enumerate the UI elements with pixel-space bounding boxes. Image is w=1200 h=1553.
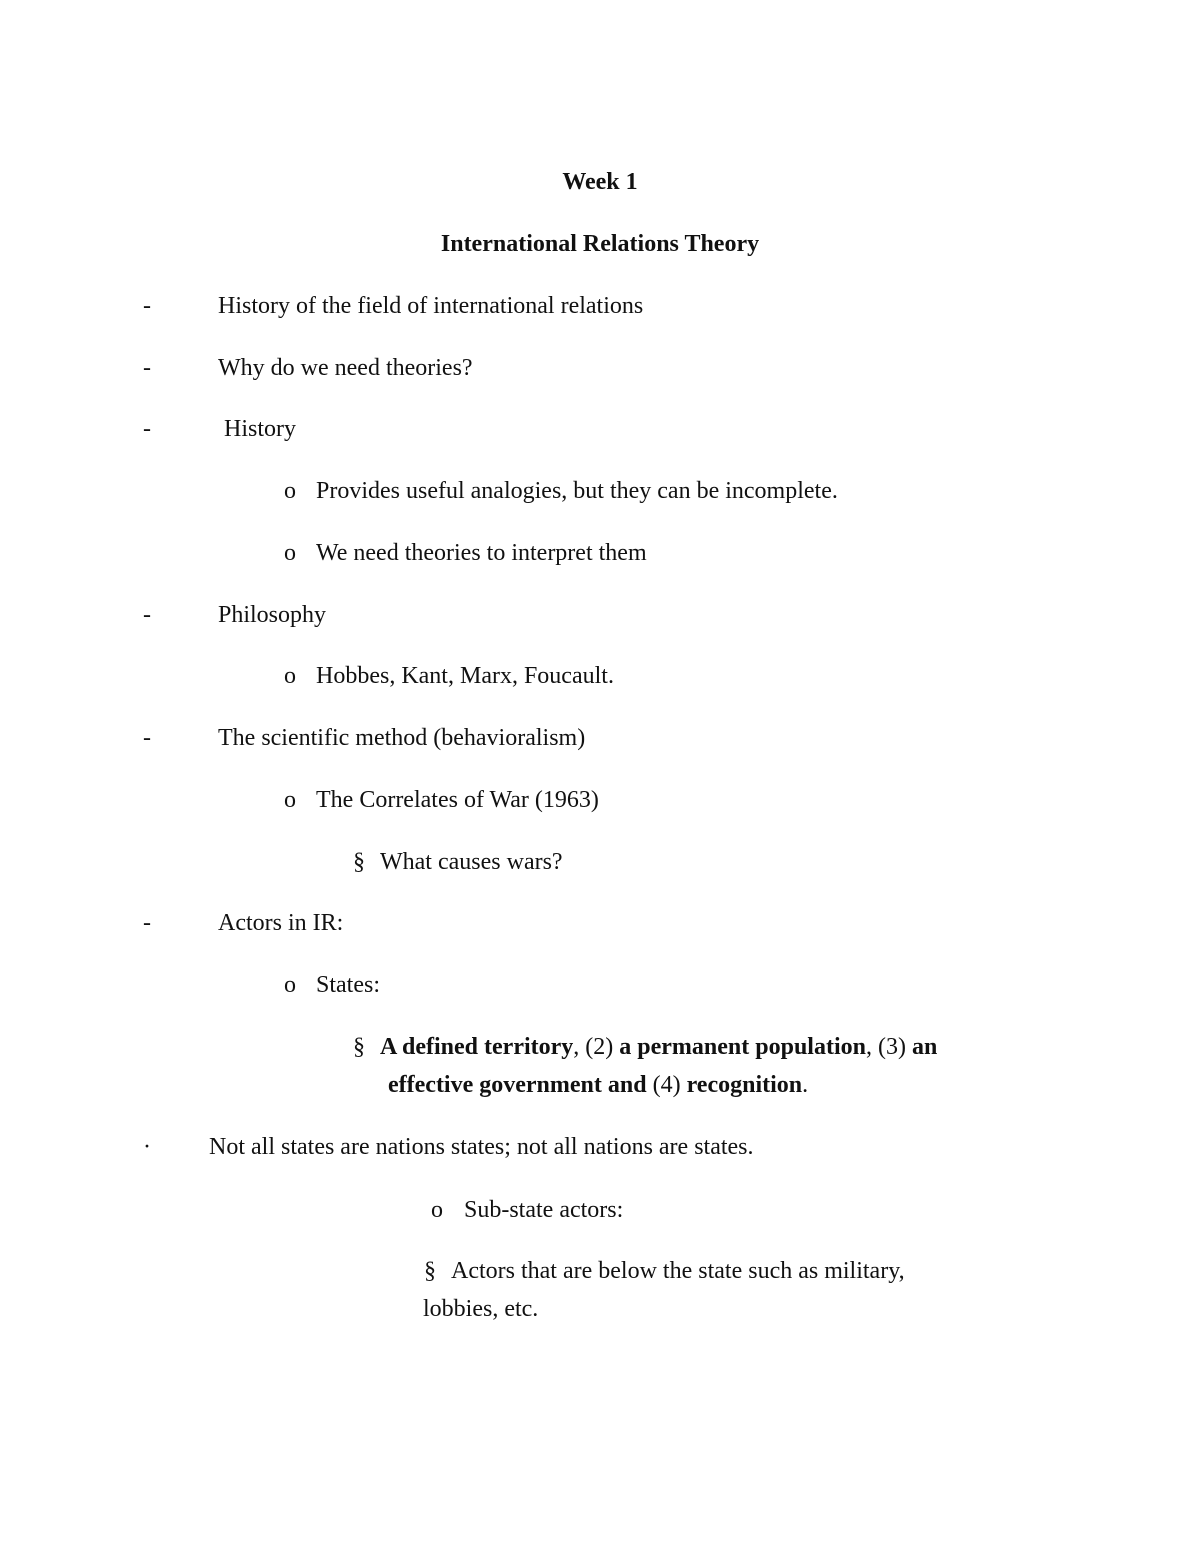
list-item: History of the field of international relations [218,293,644,319]
circle-bullet: o [284,540,296,566]
circle-bullet: o [431,1197,443,1223]
page-subtitle: International Relations Theory [440,231,760,257]
criterion-recognition: recognition [686,1072,803,1098]
circle-bullet: o [284,478,296,504]
list-item: The scientific method (behavioralism) [218,725,586,751]
sub-list-item: Hobbes, Kant, Marx, Foucault. [316,663,614,689]
criterion-government-end: effective government and [388,1072,647,1098]
dash-bullet: - [143,293,151,319]
sub-list-item: States: [316,972,380,998]
dash-bullet: - [143,355,151,381]
criterion-separator: , (3) [865,1034,912,1060]
list-item: History [224,416,296,442]
criterion-separator: , (2) [573,1034,620,1060]
section-bullet: § [424,1258,436,1284]
sub-list-item: We need theories to interpret them [316,540,647,566]
circle-bullet: o [284,787,296,813]
sub-list-item: Provides useful analogies, but they can be incomplete. [316,478,838,504]
list-item: Why do we need theories? [218,355,473,381]
section-bullet: § [353,849,365,875]
sub-list-item: Sub-state actors: [464,1197,624,1223]
criterion-government-start: an [911,1034,938,1060]
state-criteria-line-2 [388,1070,808,1100]
dash-bullet: - [143,910,151,936]
substate-detail-line-2: lobbies, etc. [423,1296,539,1322]
dash-bullet: - [143,416,151,442]
list-item: Actors in IR: [218,910,344,936]
criterion-separator: (4) [646,1072,687,1098]
state-criteria-line-1 [380,1032,937,1062]
criterion-period: . [802,1072,809,1098]
sub-sub-list-item: What causes wars? [380,849,563,875]
circle-bullet: o [284,663,296,689]
circle-bullet: o [284,972,296,998]
dash-bullet: - [143,602,151,628]
list-item: Not all states are nations states; not all nations are states. [209,1134,754,1160]
list-item: Philosophy [218,602,327,628]
criterion-territory: A defined territory [380,1034,574,1060]
section-bullet: § [353,1034,365,1060]
substate-detail-line-1: Actors that are below the state such as military, [451,1258,905,1284]
dot-bullet: · [143,1134,151,1160]
sub-list-item: The Correlates of War (1963) [316,787,599,813]
criterion-population: a permanent population [619,1034,866,1060]
dash-bullet: - [143,725,151,751]
page-title: Week 1 [562,169,638,195]
